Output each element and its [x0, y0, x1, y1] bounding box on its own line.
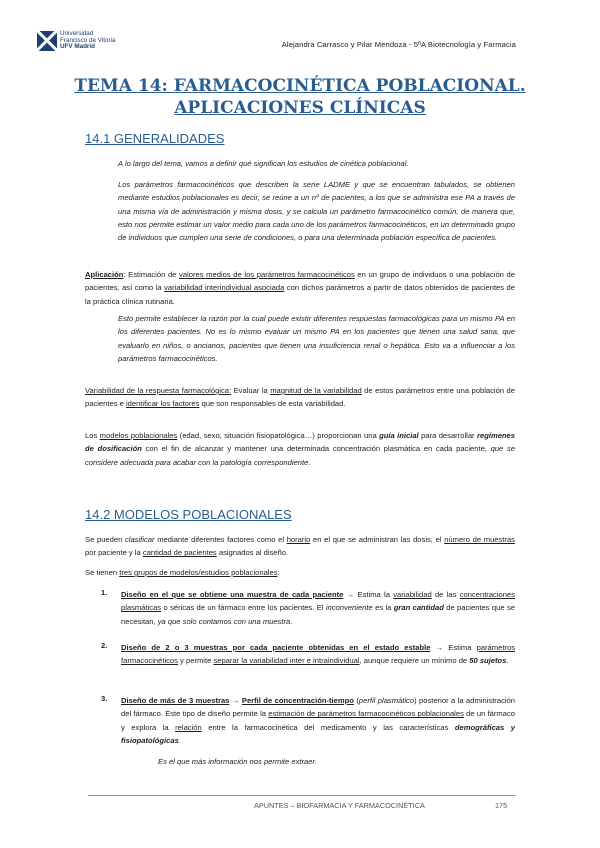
ufv-logo-icon: [37, 31, 57, 51]
university-logo: [37, 31, 116, 51]
clasificar-paragraph: Se pueden clasificar mediante diferentes factores como el horario en el que se administran las dosis, el número de muestras por paciente y la cantidad de pacientes asignados al diseño.: [85, 535, 515, 558]
razon-paragraph: Esto permite establecer la razón por la cual puede existir diferentes respuestas farmacológicas para un mismo PA en los diferentes pacientes. No es lo mismo evaluar un mismo PA en los pacientes que tienen una salud sana, que evaluarlo en niños, o ancianos, pacientes que tienen una insuficiencia renal o hepática. Esto va a influenciar a los parámetros farmacocinéticos.: [118, 314, 515, 363]
footer-text: APUNTES – BIOFARMACIA Y FARMACOCINÉTICA: [254, 801, 425, 810]
closing-note: Es el que más información nos permite extraer.: [158, 757, 317, 766]
list-number-2: 2.: [101, 641, 108, 650]
list-item-3: Diseño de más de 3 muestras → Perfil de concentración-tiempo (perfil plasmático) posterior a la administración del fármaco. Este tipo de diseño permite la estimación de parámetros farmacocinéticos poblacionales de un fármaco y explora la relación entre la farmacocinética del medicamento y las características demográficas y fisiopatológicas.: [121, 696, 516, 745]
logo-text: [60, 31, 116, 51]
page-number: 175: [495, 801, 508, 810]
list-number-1: 1.: [101, 588, 108, 597]
aplicacion-label: Aplicación: [85, 270, 124, 279]
logo-line-2: Francisco de Vitoria: [60, 36, 116, 44]
logo-line-3: UFV Madrid: [60, 43, 95, 51]
footer-divider: [88, 795, 516, 796]
intro-paragraph: A lo largo del tema, vamos a definir qué significan los estudios de cinética poblacional.: [118, 159, 409, 168]
aplicacion-paragraph: Aplicación: Estimación de valores medios de los parámetros farmacocinéticos en un grupo de individuos o una población de pacientes, así como la variabilidad interindividual asociada con dichos parámetros a partir de datos obtenidos de pacientes de la práctica clínica rutinaria.: [85, 270, 516, 306]
parametros-paragraph: Los parámetros farmacocinéticos que describen la serie LADME y que se encuentran tabulados, se obtienen mediante estudios poblacionales es decir, se reúne a un nº de pacientes, a los que se administra ese PA a través de una misma vía de administración y misma dosis, y se calcula un parámetro farmacocinético común, de manera que, esto nos permite estimar un valor medio para cada uno de los parámetros farmacocinéticos, en un determinado grupo de individuos que cumplen una serie de condiciones, o para una determinada población específica de pacientes.: [118, 180, 515, 243]
list-item-1: Diseño en el que se obtiene una muestra de cada paciente → Estima la variabilidad de las concentraciones plasmáticas o séricas de un fármaco entre los pacientes. El inconveniente es la gran cantidad de pacientes que se necesitan, ya que solo contamos con una muestra.: [121, 590, 516, 626]
variabilidad-paragraph: Variabilidad de la respuesta farmacológica: Evaluar la magnitud de la variabilidad de estos parámetros entre una población de pacientes e identificar los factores que son responsables de esta variabilidad.: [85, 386, 515, 409]
section-heading-generalidades: 14.1 GENERALIDADES: [85, 131, 225, 146]
list-item-2: Diseño de 2 o 3 muestras por cada paciente obtenidas en el estado estable → Estima parámetros farmacocinéticos y permite separar la variabilidad inter e intraindividual, aunque requiere un mínimo de 50 sujetos.: [121, 643, 515, 666]
header-authors: Alejandra Carrasco y Pilar Mendoza - 5ºA Biotecnología y Farmacia: [281, 40, 516, 49]
list-number-3: 3.: [101, 694, 108, 703]
section-heading-modelos: 14.2 MODELOS POBLACIONALES: [85, 507, 292, 522]
modelos-paragraph: Los modelos poblacionales (edad, sexo, situación fisiopatológica…) proporcionan una guía inicial para desarrollar regímenes de dosificación con el fin de alcanzar y mantener una determinada concentración plasmática en cada paciente, que se considere adecuada para acabar con la patología correspondiente.: [85, 431, 516, 467]
tres-grupos-paragraph: Se tienen tres grupos de modelos/estudios poblacionales:: [85, 568, 280, 577]
logo-line-1: Universidad: [60, 30, 94, 38]
page-title-line-1: TEMA 14: FARMACOCINÉTICA POBLACIONAL.: [74, 76, 526, 96]
page-title-line-2: APLICACIONES CLÍNICAS: [174, 98, 426, 118]
